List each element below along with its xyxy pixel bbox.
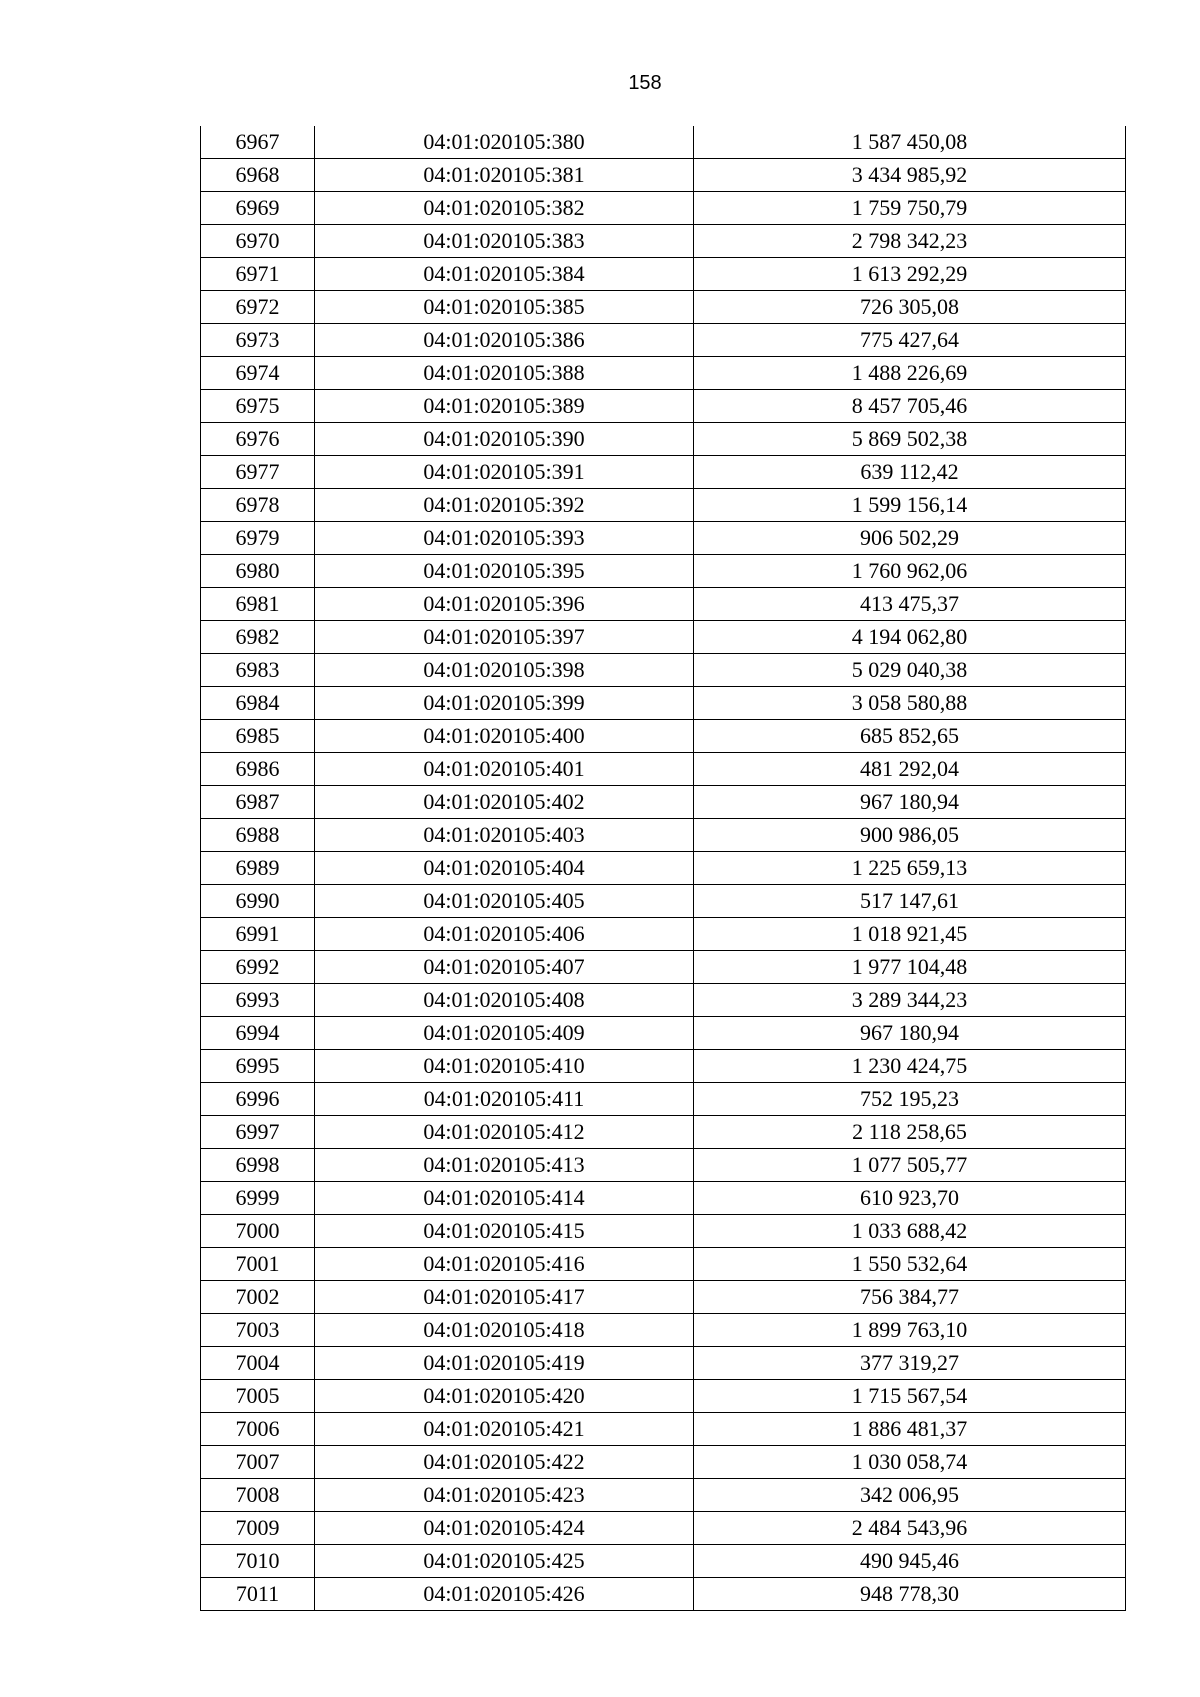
table-row	[201, 1083, 1126, 1116]
cadastral-number-cell: 04:01:020105:422	[315, 1446, 694, 1479]
row-number-cell: 6995	[201, 1050, 315, 1083]
value-cell: 1 033 688,42	[694, 1215, 1126, 1248]
row-number-cell: 6969	[201, 192, 315, 225]
value-cell: 413 475,37	[694, 588, 1126, 621]
table-row	[201, 1281, 1126, 1314]
table-row	[201, 1215, 1126, 1248]
cadastral-number-cell: 04:01:020105:382	[315, 192, 694, 225]
cadastral-number-cell: 04:01:020105:402	[315, 786, 694, 819]
value-cell: 1 759 750,79	[694, 192, 1126, 225]
value-cell: 2 118 258,65	[694, 1116, 1126, 1149]
cadastral-number-cell: 04:01:020105:384	[315, 258, 694, 291]
table-row	[201, 159, 1126, 192]
row-number-cell: 6980	[201, 555, 315, 588]
table-row	[201, 1347, 1126, 1380]
value-cell: 1 030 058,74	[694, 1446, 1126, 1479]
row-number-cell: 7009	[201, 1512, 315, 1545]
row-number-cell: 7004	[201, 1347, 315, 1380]
value-cell: 2 484 543,96	[694, 1512, 1126, 1545]
row-number-cell: 6999	[201, 1182, 315, 1215]
cadastral-number-cell: 04:01:020105:383	[315, 225, 694, 258]
table-row	[201, 1512, 1126, 1545]
value-cell: 3 289 344,23	[694, 984, 1126, 1017]
cadastral-number-cell: 04:01:020105:415	[315, 1215, 694, 1248]
row-number-cell: 6991	[201, 918, 315, 951]
row-number-cell: 6982	[201, 621, 315, 654]
row-number-cell: 6994	[201, 1017, 315, 1050]
value-cell: 1 018 921,45	[694, 918, 1126, 951]
cadastral-number-cell: 04:01:020105:403	[315, 819, 694, 852]
cadastral-number-cell: 04:01:020105:425	[315, 1545, 694, 1578]
value-cell: 1 715 567,54	[694, 1380, 1126, 1413]
cadastral-number-cell: 04:01:020105:399	[315, 687, 694, 720]
value-cell: 1 488 226,69	[694, 357, 1126, 390]
cadastral-number-cell: 04:01:020105:396	[315, 588, 694, 621]
cadastral-number-cell: 04:01:020105:401	[315, 753, 694, 786]
cadastral-number-cell: 04:01:020105:389	[315, 390, 694, 423]
value-cell: 685 852,65	[694, 720, 1126, 753]
row-number-cell: 6978	[201, 489, 315, 522]
value-cell: 900 986,05	[694, 819, 1126, 852]
value-cell: 906 502,29	[694, 522, 1126, 555]
value-cell: 1 977 104,48	[694, 951, 1126, 984]
table-row	[201, 258, 1126, 291]
cadastral-number-cell: 04:01:020105:418	[315, 1314, 694, 1347]
value-cell: 756 384,77	[694, 1281, 1126, 1314]
table-row	[201, 456, 1126, 489]
cadastral-number-cell: 04:01:020105:393	[315, 522, 694, 555]
cadastral-number-cell: 04:01:020105:395	[315, 555, 694, 588]
table-row	[201, 1446, 1126, 1479]
row-number-cell: 7007	[201, 1446, 315, 1479]
table-row	[201, 687, 1126, 720]
row-number-cell: 6968	[201, 159, 315, 192]
row-number-cell: 6990	[201, 885, 315, 918]
row-number-cell: 6971	[201, 258, 315, 291]
value-cell: 5 029 040,38	[694, 654, 1126, 687]
cadastral-number-cell: 04:01:020105:420	[315, 1380, 694, 1413]
row-number-cell: 6984	[201, 687, 315, 720]
table-row	[201, 390, 1126, 423]
table-row	[201, 654, 1126, 687]
row-number-cell: 6972	[201, 291, 315, 324]
table-row	[201, 357, 1126, 390]
row-number-cell: 7001	[201, 1248, 315, 1281]
value-cell: 967 180,94	[694, 786, 1126, 819]
value-cell: 3 058 580,88	[694, 687, 1126, 720]
cadastral-number-cell: 04:01:020105:419	[315, 1347, 694, 1380]
value-cell: 1 886 481,37	[694, 1413, 1126, 1446]
value-cell: 8 457 705,46	[694, 390, 1126, 423]
cadastral-number-cell: 04:01:020105:397	[315, 621, 694, 654]
table-row	[201, 720, 1126, 753]
table-row	[201, 918, 1126, 951]
value-cell: 517 147,61	[694, 885, 1126, 918]
row-number-cell: 6996	[201, 1083, 315, 1116]
value-cell: 1 225 659,13	[694, 852, 1126, 885]
table-row	[201, 852, 1126, 885]
table-row	[201, 1182, 1126, 1215]
table-row	[201, 1479, 1126, 1512]
value-cell: 377 319,27	[694, 1347, 1126, 1380]
table-row	[201, 522, 1126, 555]
table-row	[201, 984, 1126, 1017]
cadastral-number-cell: 04:01:020105:407	[315, 951, 694, 984]
cadastral-number-cell: 04:01:020105:411	[315, 1083, 694, 1116]
cadastral-number-cell: 04:01:020105:412	[315, 1116, 694, 1149]
row-number-cell: 6998	[201, 1149, 315, 1182]
cadastral-number-cell: 04:01:020105:380	[315, 126, 694, 159]
value-cell: 1 230 424,75	[694, 1050, 1126, 1083]
table-row	[201, 423, 1126, 456]
cadastral-number-cell: 04:01:020105:426	[315, 1578, 694, 1611]
cadastral-number-cell: 04:01:020105:409	[315, 1017, 694, 1050]
row-number-cell: 6997	[201, 1116, 315, 1149]
value-cell: 639 112,42	[694, 456, 1126, 489]
row-number-cell: 6992	[201, 951, 315, 984]
row-number-cell: 6974	[201, 357, 315, 390]
cadastral-number-cell: 04:01:020105:421	[315, 1413, 694, 1446]
table-row	[201, 1545, 1126, 1578]
table-row	[201, 1413, 1126, 1446]
row-number-cell: 6983	[201, 654, 315, 687]
row-number-cell: 6973	[201, 324, 315, 357]
row-number-cell: 6979	[201, 522, 315, 555]
cadastral-number-cell: 04:01:020105:392	[315, 489, 694, 522]
value-cell: 1 899 763,10	[694, 1314, 1126, 1347]
value-cell: 948 778,30	[694, 1578, 1126, 1611]
page-number: 158	[628, 72, 662, 94]
table-row	[201, 1380, 1126, 1413]
cadastral-number-cell: 04:01:020105:388	[315, 357, 694, 390]
row-number-cell: 6970	[201, 225, 315, 258]
value-cell: 752 195,23	[694, 1083, 1126, 1116]
row-number-cell: 6993	[201, 984, 315, 1017]
row-number-cell: 7011	[201, 1578, 315, 1611]
cadastral-number-cell: 04:01:020105:385	[315, 291, 694, 324]
row-number-cell: 7006	[201, 1413, 315, 1446]
table-row	[201, 1017, 1126, 1050]
row-number-cell: 6988	[201, 819, 315, 852]
table-row	[201, 1578, 1126, 1611]
value-cell: 1 587 450,08	[694, 126, 1126, 159]
value-cell: 342 006,95	[694, 1479, 1126, 1512]
cadastral-number-cell: 04:01:020105:400	[315, 720, 694, 753]
table-body	[201, 126, 1126, 1611]
cadastral-number-cell: 04:01:020105:417	[315, 1281, 694, 1314]
cadastral-number-cell: 04:01:020105:424	[315, 1512, 694, 1545]
table-row	[201, 324, 1126, 357]
value-cell: 1 599 156,14	[694, 489, 1126, 522]
row-number-cell: 7003	[201, 1314, 315, 1347]
row-number-cell: 7000	[201, 1215, 315, 1248]
value-cell: 481 292,04	[694, 753, 1126, 786]
table-row	[201, 885, 1126, 918]
cadastral-number-cell: 04:01:020105:406	[315, 918, 694, 951]
value-cell: 1 550 532,64	[694, 1248, 1126, 1281]
cadastral-number-cell: 04:01:020105:386	[315, 324, 694, 357]
value-cell: 610 923,70	[694, 1182, 1126, 1215]
table-row	[201, 1149, 1126, 1182]
row-number-cell: 6986	[201, 753, 315, 786]
table-row	[201, 621, 1126, 654]
table-row	[201, 555, 1126, 588]
table-row	[201, 951, 1126, 984]
table-row	[201, 819, 1126, 852]
value-cell: 5 869 502,38	[694, 423, 1126, 456]
row-number-cell: 6989	[201, 852, 315, 885]
row-number-cell: 6987	[201, 786, 315, 819]
row-number-cell: 6981	[201, 588, 315, 621]
cadastral-number-cell: 04:01:020105:390	[315, 423, 694, 456]
cadastral-number-cell: 04:01:020105:423	[315, 1479, 694, 1512]
cadastral-number-cell: 04:01:020105:405	[315, 885, 694, 918]
cadastral-number-cell: 04:01:020105:410	[315, 1050, 694, 1083]
value-cell: 1 077 505,77	[694, 1149, 1126, 1182]
value-cell: 490 945,46	[694, 1545, 1126, 1578]
table-row	[201, 1314, 1126, 1347]
table-row	[201, 225, 1126, 258]
table-row	[201, 588, 1126, 621]
table-row	[201, 489, 1126, 522]
value-cell: 4 194 062,80	[694, 621, 1126, 654]
value-cell: 726 305,08	[694, 291, 1126, 324]
table-row	[201, 753, 1126, 786]
row-number-cell: 7010	[201, 1545, 315, 1578]
value-cell: 967 180,94	[694, 1017, 1126, 1050]
value-cell: 2 798 342,23	[694, 225, 1126, 258]
row-number-cell: 6976	[201, 423, 315, 456]
cadastral-table	[200, 126, 1126, 1611]
value-cell: 1 760 962,06	[694, 555, 1126, 588]
cadastral-number-cell: 04:01:020105:408	[315, 984, 694, 1017]
cadastral-number-cell: 04:01:020105:381	[315, 159, 694, 192]
cadastral-number-cell: 04:01:020105:414	[315, 1182, 694, 1215]
cadastral-number-cell: 04:01:020105:398	[315, 654, 694, 687]
table-row	[201, 291, 1126, 324]
row-number-cell: 6975	[201, 390, 315, 423]
value-cell: 3 434 985,92	[694, 159, 1126, 192]
table-row	[201, 126, 1126, 159]
table-row	[201, 1248, 1126, 1281]
row-number-cell: 6967	[201, 126, 315, 159]
row-number-cell: 6977	[201, 456, 315, 489]
table-row	[201, 786, 1126, 819]
cadastral-number-cell: 04:01:020105:413	[315, 1149, 694, 1182]
table-row	[201, 192, 1126, 225]
cadastral-number-cell: 04:01:020105:391	[315, 456, 694, 489]
row-number-cell: 7002	[201, 1281, 315, 1314]
row-number-cell: 7008	[201, 1479, 315, 1512]
row-number-cell: 7005	[201, 1380, 315, 1413]
cadastral-number-cell: 04:01:020105:416	[315, 1248, 694, 1281]
table-row	[201, 1050, 1126, 1083]
value-cell: 1 613 292,29	[694, 258, 1126, 291]
value-cell: 775 427,64	[694, 324, 1126, 357]
row-number-cell: 6985	[201, 720, 315, 753]
table-row	[201, 1116, 1126, 1149]
cadastral-number-cell: 04:01:020105:404	[315, 852, 694, 885]
